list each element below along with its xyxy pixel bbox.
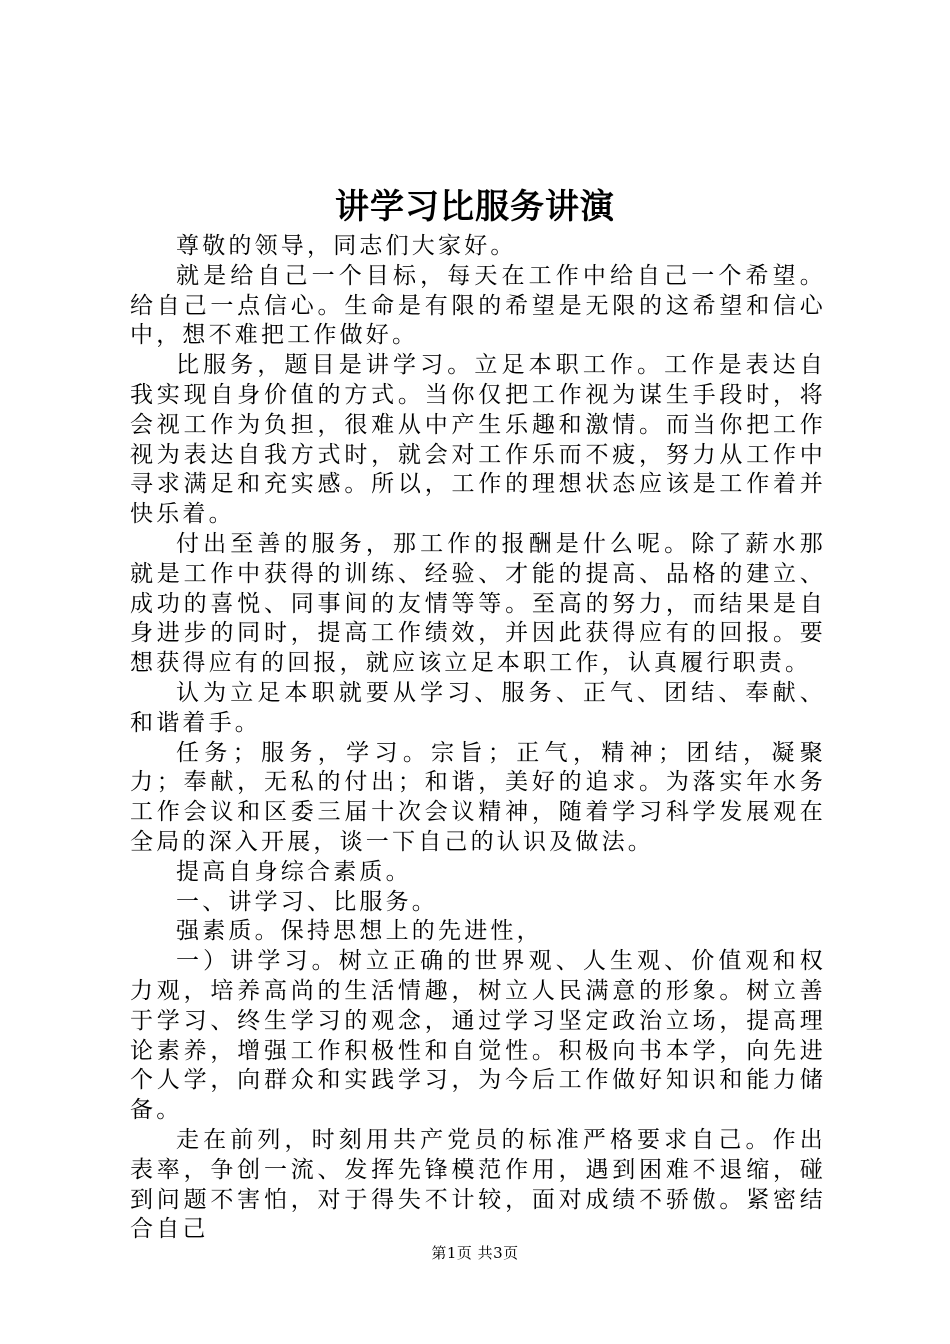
- paragraph: 提高自身综合素质。: [176, 858, 412, 885]
- paragraph: 一、讲学习、比服务。: [176, 888, 438, 915]
- paragraph: 一）讲学习。树立正确的世界观、人生观、价值观和权力观，培养高尚的生活情趣，树立人民满意的形象。树立善于学习、终生学习的观念，通过学习坚定政治立场，提高理论素养，增强工作积极性和自觉性。积极向书本学，向先进个人学，向群众和实践学习，为今后工作做好知识和能力储备。: [130, 948, 826, 1124]
- page-number-footer: 第1页 共3页: [431, 1244, 519, 1262]
- paragraph: 认为立足本职就要从学习、服务、正气、团结、奉献、和谐着手。: [130, 679, 826, 736]
- paragraph: 走在前列，时刻用共产党员的标准严格要求自己。作出表率，争创一流、发挥先锋模范作用，遇到困难不退缩，碰到问题不害怕，对于得失不计较，面对成绩不骄傲。紧密结合自己: [130, 1126, 826, 1243]
- document-body: [130, 232, 826, 1245]
- paragraph: 任务；服务，学习。宗旨；正气，精神；团结，凝聚力；奉献，无私的付出；和谐，美好的追求。为落实年水务工作会议和区委三届十次会议精神，随着学习科学发展观在全局的深入开展，谈一下自己的认识及做法。: [130, 739, 826, 855]
- paragraph: 就是给自己一个目标，每天在工作中给自己一个希望。给自己一点信心。生命是有限的希望是无限的这希望和信心中，想不难把工作做好。: [130, 262, 826, 349]
- paragraph: 尊敬的领导，同志们大家好。: [176, 233, 517, 259]
- document-title: 讲学习比服务讲演: [335, 187, 615, 227]
- paragraph: 强素质。保持思想上的先进性，: [176, 918, 543, 945]
- paragraph: 比服务，题目是讲学习。立足本职工作。工作是表达自我实现自身价值的方式。当你仅把工作视为谋生手段时，将会视工作为负担，很难从中产生乐趣和激情。而当你把工作视为表达自我方式时，就会对工作乐而不疲，努力从工作中寻求满足和充实感。所以，工作的理想状态应该是工作着并快乐着。: [130, 352, 826, 528]
- paragraph: 付出至善的服务，那工作的报酬是什么呢。除了薪水那就是工作中获得的训练、经验、才能的提高、品格的建立、成功的喜悦、同事间的友情等等。至高的努力，而结果是自身进步的同时，提高工作绩效，并因此获得应有的回报。要想获得应有的回报，就应该立足本职工作，认真履行职责。: [130, 530, 826, 677]
